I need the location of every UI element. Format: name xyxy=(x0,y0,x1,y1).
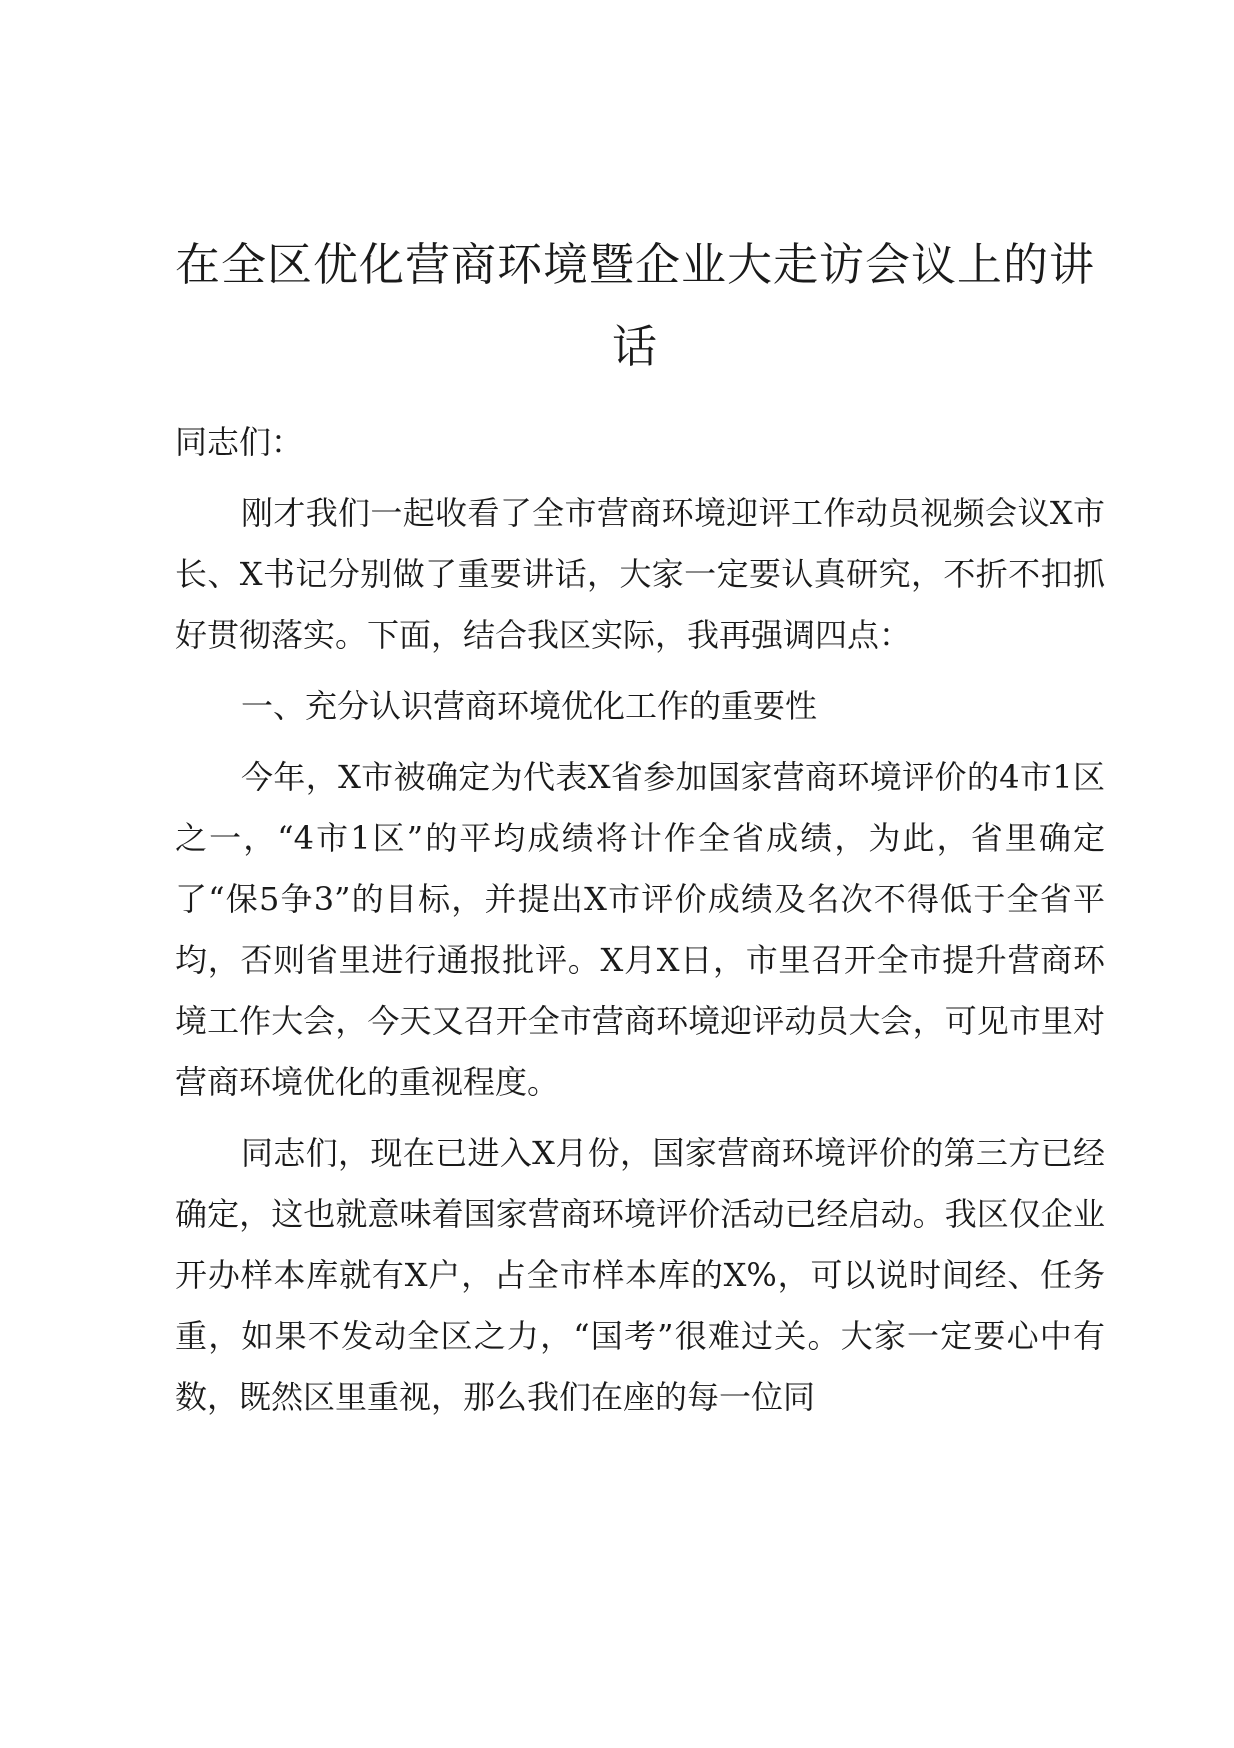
paragraph-background: 今年，X市被确定为代表X省参加国家营商环境评价的4市1区之一，“4市1区”的平均成绩将计作全省成绩，为此，省里确定了“保5争3”的目标，并提出X市评价成绩及名次不得低于全省平均，否则省里进行通报批评。X月X日，市里召开全市提升营商环境工作大会，今天又召开全市营商环境迎评动员大会，可见市里对营商环境优化的重视程度。 xyxy=(175,758,1105,1101)
salutation: 同志们： xyxy=(175,423,304,461)
section-heading-1: 一、充分认识营商环境优化工作的重要性 xyxy=(241,687,818,725)
document-body xyxy=(175,412,1105,1438)
paragraph-urgency: 同志们，现在已进入X月份，国家营商环境评价的第三方已经确定，这也就意味着国家营商环境评价活动已经启动。我区仅企业开办样本库就有X户，占全市样本库的X%，可以说时间经、任务重，如果不发动全区之力，“国考”很难过关。大家一定要心中有数，既然区里重视，那么我们在座的每一位同 xyxy=(175,1134,1105,1416)
document-title: 在全区优化营商环境暨企业大走访会议上的讲话 xyxy=(174,238,1095,373)
paragraph-intro: 刚才我们一起收看了全市营商环境迎评工作动员视频会议X市长、X书记分别做了重要讲话，大家一定要认真研究，不折不扣抓好贯彻落实。下面，结合我区实际，我再强调四点： xyxy=(175,494,1105,654)
